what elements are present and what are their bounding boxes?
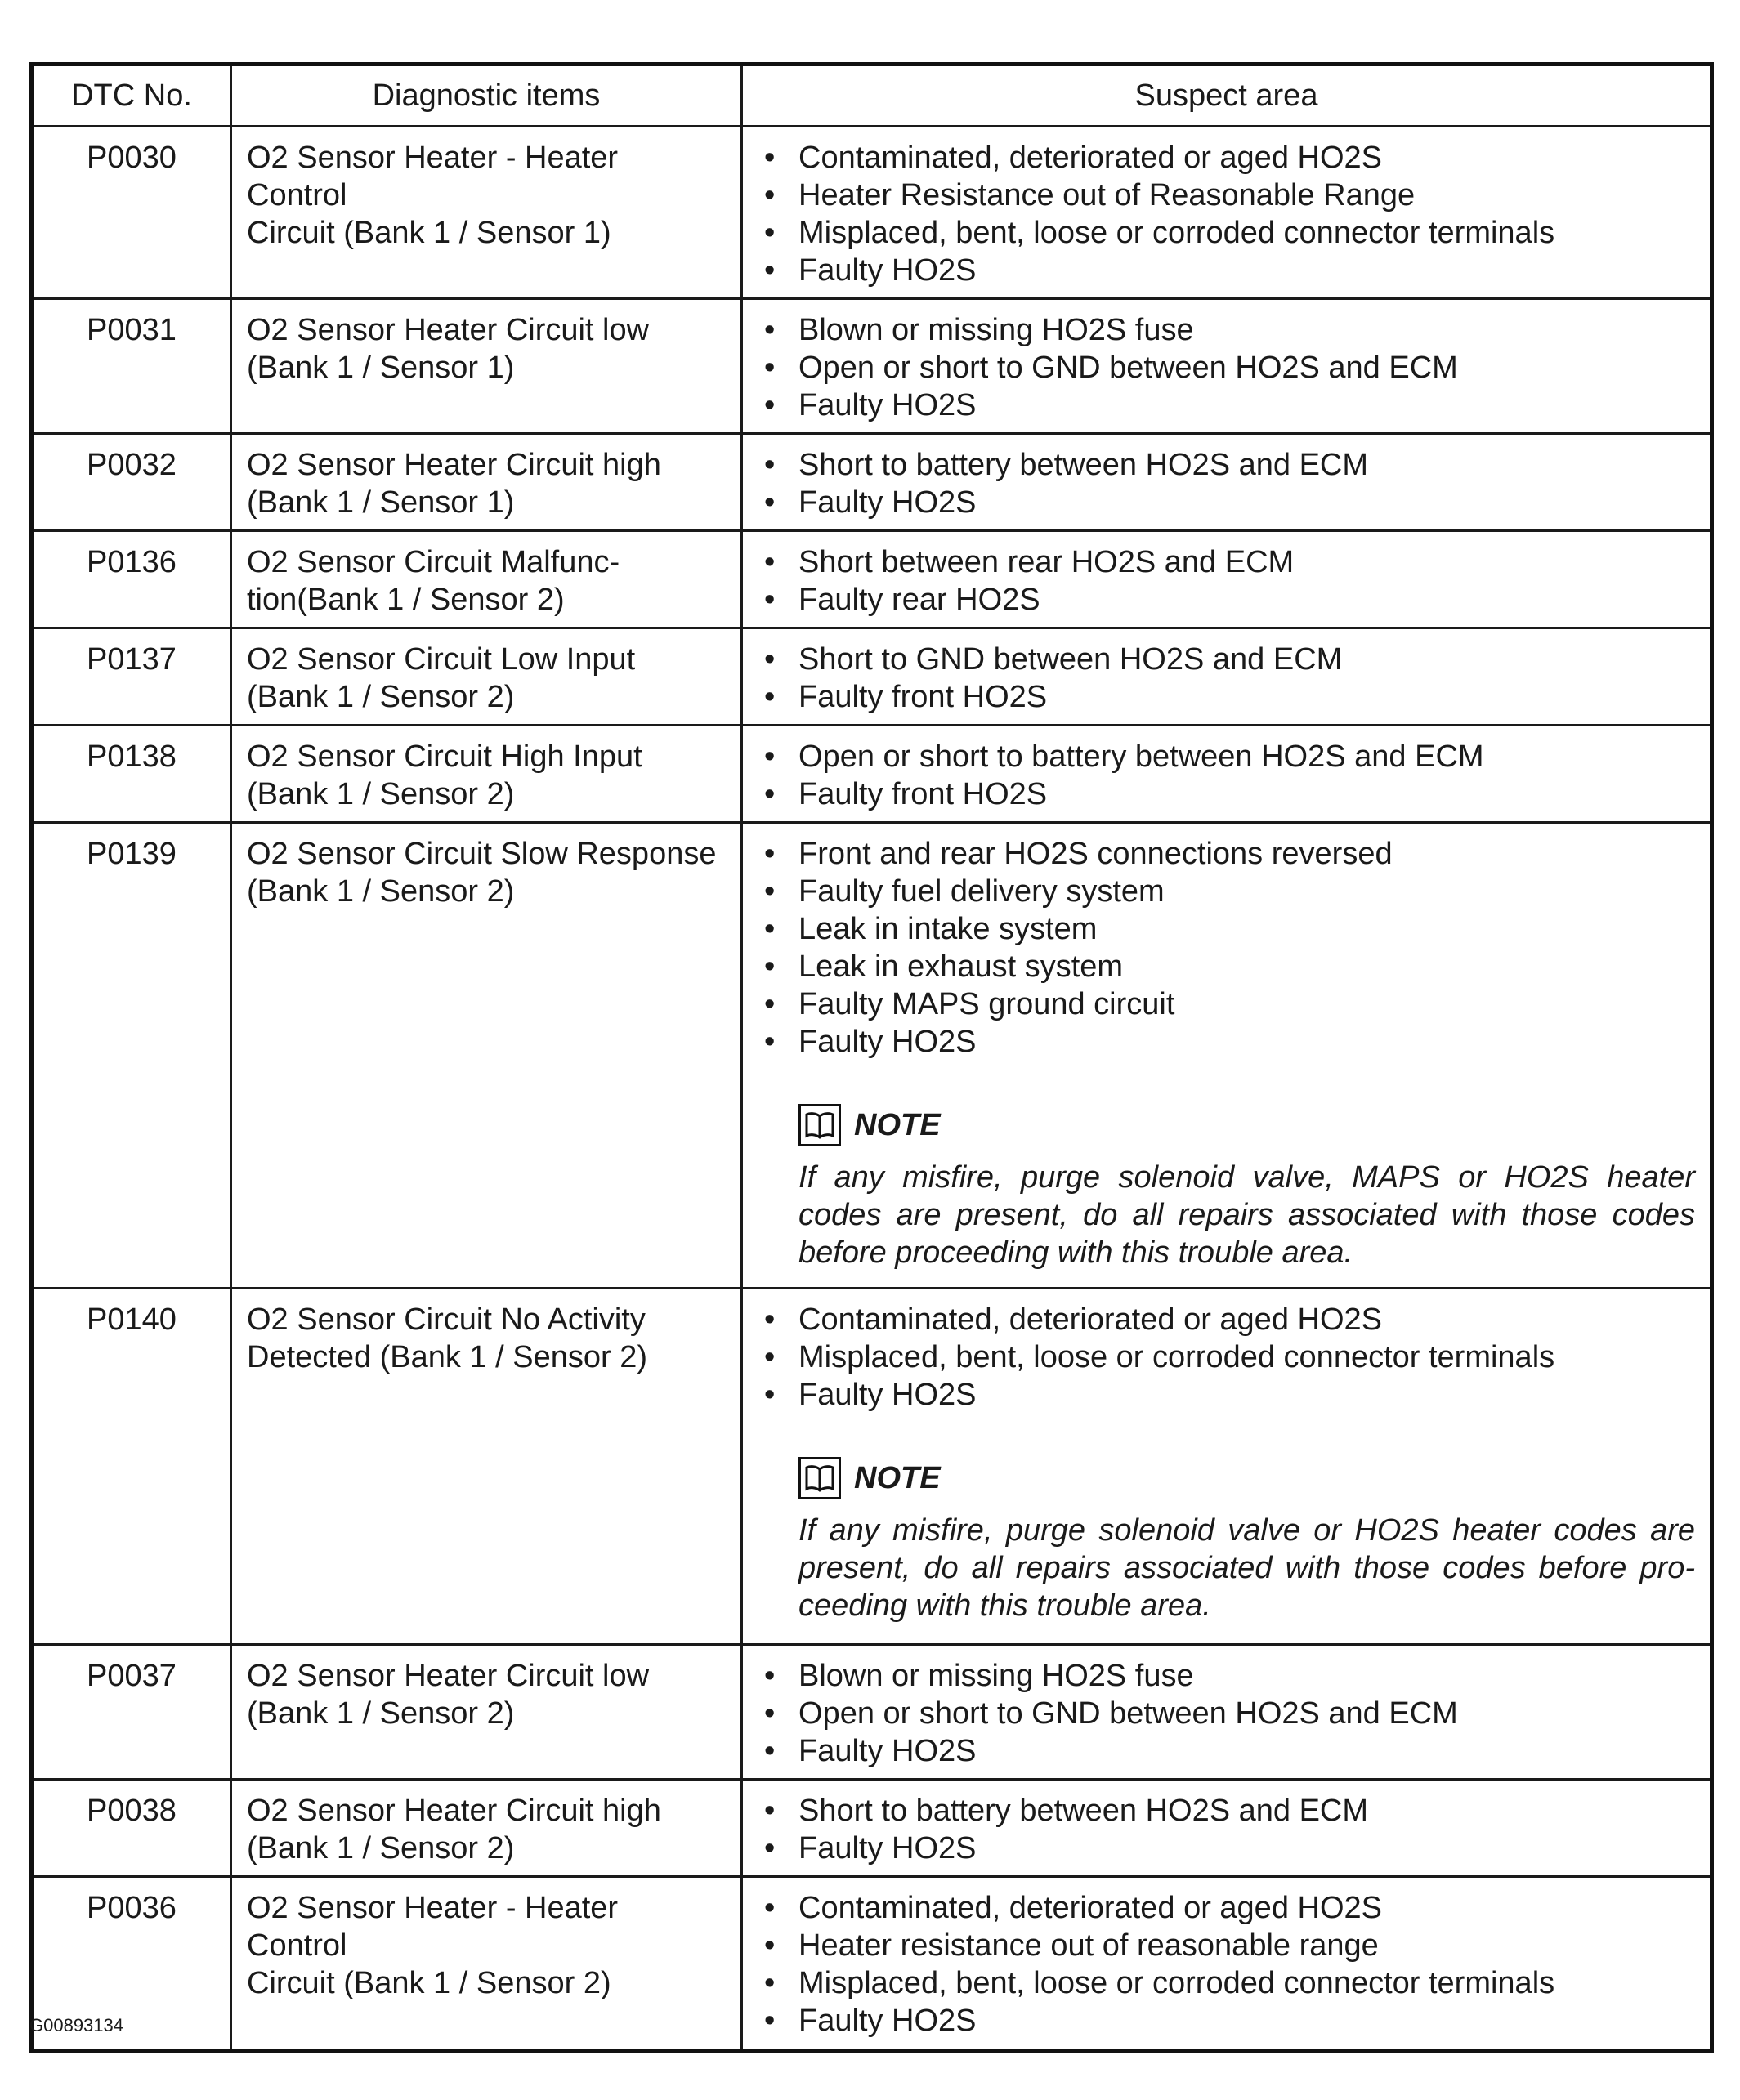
- suspect-item: • Contaminated, deteriorated or aged HO2S: [798, 1301, 1695, 1338]
- suspect-item: • Leak in intake system: [798, 910, 1695, 948]
- diagnostic-item-line: Circuit (Bank 1 / Sensor 1): [247, 216, 611, 250]
- diagnostic-item: [231, 726, 742, 823]
- table-row: [32, 434, 1712, 531]
- header-diagnostic-items: Diagnostic items: [231, 65, 742, 127]
- table-row: [32, 628, 1712, 726]
- dtc-code: P0032: [32, 434, 231, 531]
- dtc-code: P0038: [32, 1780, 231, 1877]
- suspect-item: • Blown or missing HO2S fuse: [798, 1657, 1695, 1695]
- diagnostic-item-line: (Bank 1 / Sensor 1): [247, 351, 515, 385]
- note-header: [798, 1454, 1695, 1502]
- note-text: If any misfire, purge solenoid valve, MAPS or HO2S heater codes are present, do all repairs associated with those codes before proceeding with this trouble area.: [798, 1160, 1695, 1270]
- table-row: [32, 531, 1712, 628]
- table-body: [32, 127, 1712, 2052]
- diagnostic-item: [231, 299, 742, 434]
- suspect-item: • Heater resistance out of reasonable range: [798, 1927, 1695, 1964]
- suspect-area: [742, 127, 1712, 299]
- suspect-item: • Faulty rear HO2S: [798, 581, 1695, 619]
- suspect-list: [758, 311, 1695, 424]
- note-label: NOTE: [854, 1461, 941, 1495]
- diagnostic-item-line: (Bank 1 / Sensor 2): [247, 777, 515, 811]
- diagnostic-item: [231, 434, 742, 531]
- diagnostic-item: [231, 1645, 742, 1780]
- suspect-item: • Short to GND between HO2S and ECM: [798, 641, 1695, 678]
- table-row: [32, 1877, 1712, 2052]
- suspect-item: • Faulty front HO2S: [798, 678, 1695, 716]
- book-icon: [798, 1104, 841, 1146]
- suspect-item: • Faulty HO2S: [798, 1830, 1695, 1867]
- note-text: If any misfire, purge solenoid valve or HO2S heater codes are present, do all repairs associated with those codes before pro-ceeding with this trouble area.: [798, 1513, 1695, 1623]
- dtc-code: P0037: [32, 1645, 231, 1780]
- diagnostic-item: [231, 628, 742, 726]
- suspect-item: • Leak in exhaust system: [798, 948, 1695, 985]
- diagnostic-item-line: O2 Sensor Heater Circuit high: [247, 1794, 661, 1828]
- dtc-code: P0030: [32, 127, 231, 299]
- table-row: [32, 1780, 1712, 1877]
- suspect-area: [742, 531, 1712, 628]
- suspect-list: [758, 139, 1695, 289]
- suspect-item: • Open or short to GND between HO2S and ECM: [798, 1695, 1695, 1732]
- dtc-table: [29, 62, 1714, 2053]
- figure-id: G00893134: [29, 2015, 123, 2035]
- suspect-item: • Misplaced, bent, loose or corroded connector terminals: [798, 1338, 1695, 1376]
- diagnostic-item-line: O2 Sensor Heater Circuit low: [247, 1659, 650, 1693]
- suspect-list: [758, 1657, 1695, 1770]
- note-header: [798, 1101, 1695, 1149]
- suspect-item: • Faulty front HO2S: [798, 775, 1695, 813]
- table-row: [32, 726, 1712, 823]
- dtc-code: P0138: [32, 726, 231, 823]
- suspect-item: • Contaminated, deteriorated or aged HO2S: [798, 139, 1695, 176]
- suspect-area: [742, 1289, 1712, 1645]
- suspect-item: • Short to battery between HO2S and ECM: [798, 1792, 1695, 1830]
- diagnostic-item-line: (Bank 1 / Sensor 2): [247, 680, 515, 714]
- diagnostic-item-line: (Bank 1 / Sensor 1): [247, 485, 515, 520]
- suspect-item: • Faulty fuel delivery system: [798, 873, 1695, 910]
- suspect-item: • Faulty HO2S: [798, 1732, 1695, 1770]
- suspect-item: • Faulty MAPS ground circuit: [798, 985, 1695, 1023]
- diagnostic-item-line: (Bank 1 / Sensor 2): [247, 1696, 515, 1731]
- suspect-item: • Faulty HO2S: [798, 386, 1695, 424]
- suspect-list: [758, 446, 1695, 521]
- table-row: [32, 299, 1712, 434]
- suspect-item: • Faulty HO2S: [798, 1376, 1695, 1414]
- diagnostic-item-line: O2 Sensor Heater Circuit low: [247, 313, 650, 347]
- suspect-item: • Short to battery between HO2S and ECM: [798, 446, 1695, 484]
- diagnostic-item: [231, 823, 742, 1289]
- dtc-code: P0036: [32, 1877, 231, 2052]
- suspect-area: [742, 299, 1712, 434]
- diagnostic-item-line: tion(Bank 1 / Sensor 2): [247, 583, 565, 617]
- suspect-area: [742, 726, 1712, 823]
- diagnostic-item-line: O2 Sensor Heater - Heater Control: [247, 141, 619, 212]
- suspect-item: • Open or short to battery between HO2S and ECM: [798, 738, 1695, 775]
- suspect-list: [758, 1792, 1695, 1867]
- table-row: [32, 127, 1712, 299]
- suspect-area: [742, 1645, 1712, 1780]
- suspect-area: [742, 1780, 1712, 1877]
- diagnostic-item-line: O2 Sensor Circuit Slow Response: [247, 837, 717, 871]
- diagnostic-item: [231, 1877, 742, 2052]
- suspect-item: • Short between rear HO2S and ECM: [798, 543, 1695, 581]
- table-row: [32, 823, 1712, 1289]
- dtc-code: P0139: [32, 823, 231, 1289]
- diagnostic-item: [231, 531, 742, 628]
- suspect-item: • Misplaced, bent, loose or corroded connector terminals: [798, 1964, 1695, 2002]
- note-block: [798, 1101, 1695, 1271]
- diagnostic-item-line: (Bank 1 / Sensor 2): [247, 874, 515, 909]
- suspect-item: • Contaminated, deteriorated or aged HO2S: [798, 1889, 1695, 1927]
- suspect-item: • Blown or missing HO2S fuse: [798, 311, 1695, 349]
- header-dtc-no: DTC No.: [32, 65, 231, 127]
- diagnostic-item-line: O2 Sensor Circuit Low Input: [247, 642, 636, 677]
- suspect-list: [758, 738, 1695, 813]
- diagnostic-item-line: Circuit (Bank 1 / Sensor 2): [247, 1966, 611, 2000]
- suspect-item: • Faulty HO2S: [798, 1023, 1695, 1061]
- suspect-list: [758, 835, 1695, 1061]
- note-block: [798, 1454, 1695, 1624]
- suspect-area: [742, 1877, 1712, 2052]
- diagnostic-item: [231, 127, 742, 299]
- book-icon: [798, 1457, 841, 1499]
- suspect-area: [742, 434, 1712, 531]
- dtc-code: P0136: [32, 531, 231, 628]
- dtc-code: P0137: [32, 628, 231, 726]
- diagnostic-item-line: (Bank 1 / Sensor 2): [247, 1831, 515, 1865]
- diagnostic-item-line: O2 Sensor Heater - Heater Control: [247, 1891, 619, 1963]
- suspect-list: [758, 1889, 1695, 2040]
- suspect-area: [742, 823, 1712, 1289]
- suspect-list: [758, 1301, 1695, 1414]
- suspect-item: • Front and rear HO2S connections reversed: [798, 835, 1695, 873]
- suspect-area: [742, 628, 1712, 726]
- suspect-item: • Faulty HO2S: [798, 484, 1695, 521]
- suspect-list: [758, 543, 1695, 619]
- diagnostic-item: [231, 1780, 742, 1877]
- suspect-item: • Open or short to GND between HO2S and ECM: [798, 349, 1695, 386]
- dtc-code: P0140: [32, 1289, 231, 1645]
- diagnostic-item: [231, 1289, 742, 1645]
- diagnostic-item-line: O2 Sensor Circuit Malfunc-: [247, 545, 620, 579]
- suspect-list: [758, 641, 1695, 716]
- dtc-code: P0031: [32, 299, 231, 434]
- table-header-row: [32, 65, 1712, 127]
- header-suspect-area: Suspect area: [742, 65, 1712, 127]
- suspect-item: • Faulty HO2S: [798, 2002, 1695, 2040]
- note-label: NOTE: [854, 1108, 941, 1142]
- table-row: [32, 1645, 1712, 1780]
- diagnostic-item-line: O2 Sensor Heater Circuit high: [247, 448, 661, 482]
- suspect-item: • Misplaced, bent, loose or corroded connector terminals: [798, 214, 1695, 252]
- diagnostic-item-line: O2 Sensor Circuit No Activity: [247, 1302, 646, 1337]
- table-row: [32, 1289, 1712, 1645]
- suspect-item: • Faulty HO2S: [798, 252, 1695, 289]
- suspect-item: • Heater Resistance out of Reasonable Range: [798, 176, 1695, 214]
- diagnostic-item-line: O2 Sensor Circuit High Input: [247, 739, 642, 774]
- diagnostic-item-line: Detected (Bank 1 / Sensor 2): [247, 1340, 648, 1374]
